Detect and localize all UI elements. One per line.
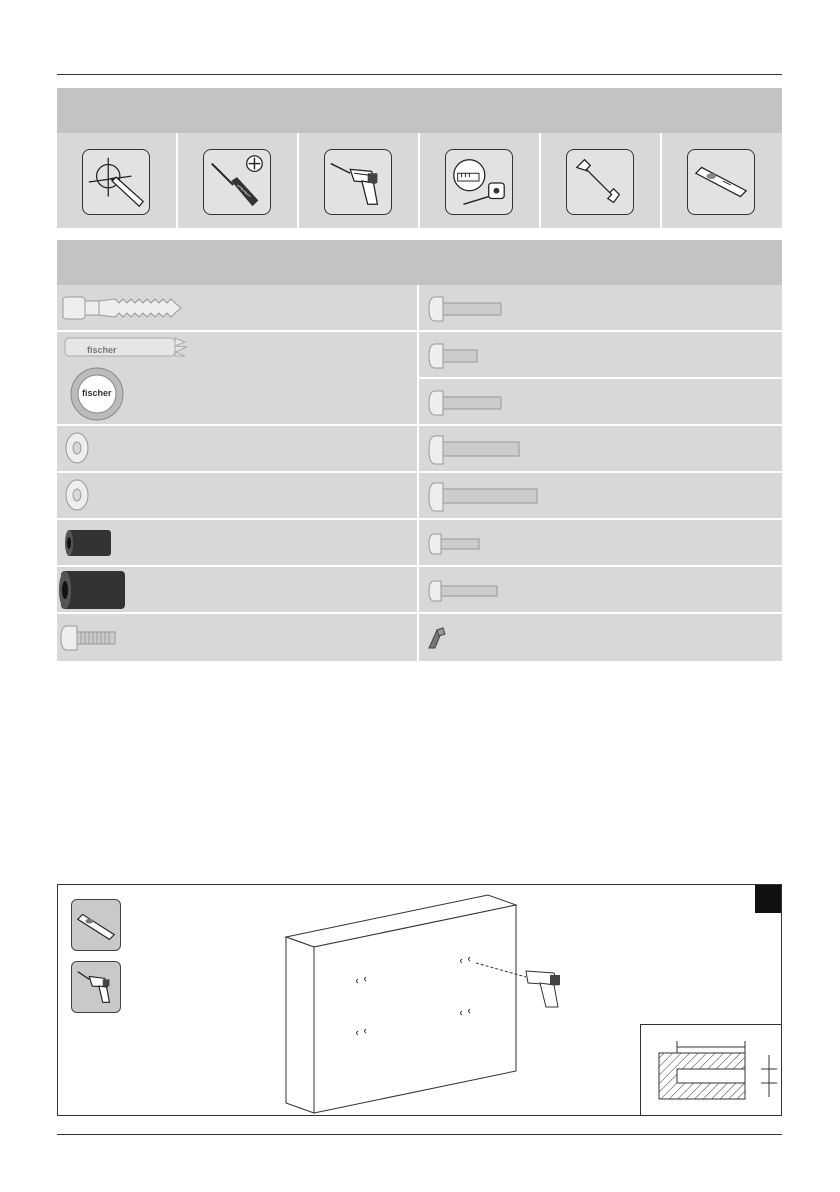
parts-header (57, 240, 782, 285)
part-bolt-c (419, 379, 782, 424)
screwdriver-icon (203, 149, 271, 215)
part-bolt-g (419, 567, 782, 612)
tool-cell-screwdriver (178, 133, 297, 228)
part-lag-screw (57, 285, 417, 330)
short-bolt-icon (57, 614, 417, 661)
bolt-m-d-icon (419, 426, 782, 471)
part-bolt-e (419, 473, 782, 518)
tools-header (57, 88, 782, 133)
tape-measure-icon (445, 149, 513, 215)
part-short-bolt (57, 614, 417, 661)
step-frame (57, 884, 782, 1116)
spacer-short-icon (57, 520, 417, 565)
part-washer-small (57, 426, 417, 471)
bolt-m-g-icon (419, 567, 782, 612)
part-bolt-b (419, 332, 782, 377)
bolt-m-b-icon (419, 332, 782, 377)
spirit-level-icon (687, 149, 755, 215)
svg-text:fischer: fischer (82, 388, 112, 398)
tools-row (57, 133, 782, 228)
pencil-mark-icon (82, 149, 150, 215)
bolt-m-a-icon (419, 285, 782, 330)
drill-depth-detail (640, 1024, 781, 1115)
tool-cell-drill (299, 133, 418, 228)
part-bolt-a (419, 285, 782, 330)
tool-cell-tape-measure (420, 133, 539, 228)
bolt-m-e-icon (419, 473, 782, 518)
lag-screw-icon (57, 285, 417, 330)
drill-icon (324, 149, 392, 215)
part-spacer-long (57, 567, 417, 612)
tool-cell-spirit-level (662, 133, 782, 228)
svg-text:fischer: fischer (87, 345, 117, 355)
spacer-long-icon (57, 567, 417, 612)
bolt-m-f-icon (419, 520, 782, 565)
fischer-wall-plug-icon (57, 332, 417, 424)
washer-small-icon (57, 426, 417, 471)
part-wall-plug (57, 332, 417, 424)
hex-key-icon (419, 614, 782, 661)
tool-cell-pencil (57, 133, 176, 228)
bolt-m-c-icon (419, 379, 782, 424)
step-marker (755, 885, 781, 913)
tool-cell-wrench (541, 133, 660, 228)
bottom-rule (57, 1134, 782, 1135)
top-rule (57, 74, 782, 75)
wrench-icon (566, 149, 634, 215)
part-bolt-d (419, 426, 782, 471)
part-bolt-f (419, 520, 782, 565)
washer-large-icon (57, 473, 417, 518)
part-spacer-short (57, 520, 417, 565)
part-washer-large (57, 473, 417, 518)
part-hex-key (419, 614, 782, 661)
